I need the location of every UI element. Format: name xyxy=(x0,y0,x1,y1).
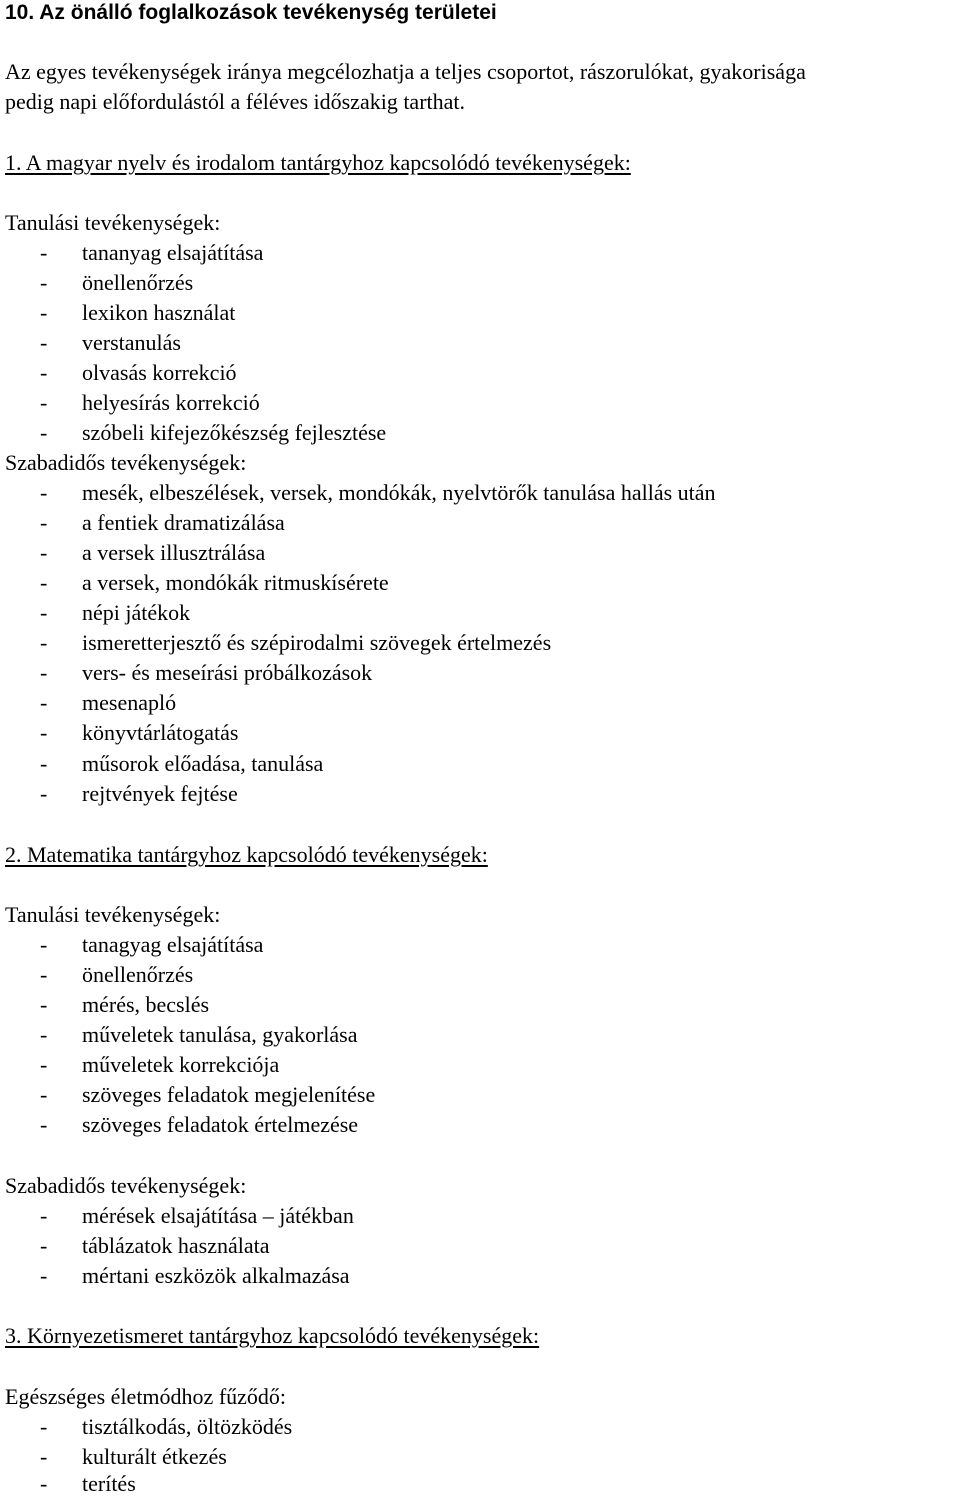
list-item-text: műsorok előadása, tanulása xyxy=(82,751,324,776)
section-1-heading: 1. A magyar nyelv és irodalom tantárgyhoz kapcsolódó tevékenységek: xyxy=(5,150,631,175)
section-3-group-1-label: Egészséges életmódhoz fűződő: xyxy=(5,1384,287,1409)
page-title: 10. Az önálló foglalkozások tevékenység területei xyxy=(5,1,497,24)
bullet-dash: - xyxy=(40,1112,48,1137)
bullet-dash: - xyxy=(40,781,48,806)
bullet-dash: - xyxy=(40,360,48,385)
list-item-text: kulturált étkezés xyxy=(82,1444,227,1469)
list-item-text: a versek illusztrálása xyxy=(82,540,266,565)
list-item-text: tanagyag elsajátítása xyxy=(82,932,264,957)
list-item-text: önellenőrzés xyxy=(82,270,194,295)
list-item-text: könyvtárlátogatás xyxy=(82,720,239,745)
list-item-text: népi játékok xyxy=(82,600,191,625)
bullet-dash: - xyxy=(40,660,48,685)
bullet-dash: - xyxy=(40,330,48,355)
bullet-dash: - xyxy=(40,1022,48,1047)
list-item-text: helyesírás korrekció xyxy=(82,390,260,415)
list-item-text: terítés xyxy=(82,1471,136,1496)
bullet-dash: - xyxy=(40,1471,48,1496)
intro-line-2: pedig napi előfordulástól a féléves időszakig tarthat. xyxy=(5,89,466,114)
bullet-dash: - xyxy=(40,390,48,415)
bullet-dash: - xyxy=(40,300,48,325)
bullet-dash: - xyxy=(40,1263,48,1288)
bullet-dash: - xyxy=(40,932,48,957)
list-item-text: ismeretterjesztő és szépirodalmi szövegek értelmezés xyxy=(82,630,552,655)
bullet-dash: - xyxy=(40,600,48,625)
list-item-text: tisztálkodás, öltözködés xyxy=(82,1414,293,1439)
bullet-dash: - xyxy=(40,540,48,565)
bullet-dash: - xyxy=(40,630,48,655)
list-item-text: vers- és meseírási próbálkozások xyxy=(82,660,373,685)
bullet-dash: - xyxy=(40,1203,48,1228)
bullet-dash: - xyxy=(40,510,48,535)
section-2-group-1-label: Tanulási tevékenységek: xyxy=(5,902,221,927)
section-2-group-2-label: Szabadidős tevékenységek: xyxy=(5,1173,247,1198)
list-item-text: táblázatok használata xyxy=(82,1233,270,1258)
bullet-dash: - xyxy=(40,480,48,505)
list-item-text: mérés, becslés xyxy=(82,992,210,1017)
list-item-text: olvasás korrekció xyxy=(82,360,237,385)
list-item-text: lexikon használat xyxy=(82,300,236,325)
list-item-text: a versek, mondókák ritmuskísérete xyxy=(82,570,389,595)
list-item-text: szöveges feladatok értelmezése xyxy=(82,1112,359,1137)
list-item-text: mérések elsajátítása – játékban xyxy=(82,1203,354,1228)
section-1-group-1-label: Tanulási tevékenységek: xyxy=(5,210,221,235)
list-item-text: műveletek tanulása, gyakorlása xyxy=(82,1022,358,1047)
list-item-text: mértani eszközök alkalmazása xyxy=(82,1263,350,1288)
list-item-text: szöveges feladatok megjelenítése xyxy=(82,1082,376,1107)
bullet-dash: - xyxy=(40,1082,48,1107)
list-item-text: verstanulás xyxy=(82,330,181,355)
bullet-dash: - xyxy=(40,1444,48,1469)
section-2-heading: 2. Matematika tantárgyhoz kapcsolódó tevékenységek: xyxy=(5,842,488,867)
bullet-dash: - xyxy=(40,1052,48,1077)
list-item-text: szóbeli kifejezőkészség fejlesztése xyxy=(82,420,387,445)
bullet-dash: - xyxy=(40,570,48,595)
bullet-dash: - xyxy=(40,992,48,1017)
bullet-dash: - xyxy=(40,751,48,776)
list-item-text: rejtvények fejtése xyxy=(82,781,238,806)
list-item-text: mesék, elbeszélések, versek, mondókák, nyelvtörők tanulása hallás után xyxy=(82,480,716,505)
list-item-text: mesenapló xyxy=(82,690,177,715)
list-item-text: tananyag elsajátítása xyxy=(82,240,264,265)
list-item-text: a fentiek dramatizálása xyxy=(82,510,285,535)
bullet-dash: - xyxy=(40,720,48,745)
bullet-dash: - xyxy=(40,1233,48,1258)
section-3-heading: 3. Környezetismeret tantárgyhoz kapcsolódó tevékenységek: xyxy=(5,1323,540,1348)
list-item-text: önellenőrzés xyxy=(82,962,194,987)
bullet-dash: - xyxy=(40,690,48,715)
bullet-dash: - xyxy=(40,240,48,265)
bullet-dash: - xyxy=(40,270,48,295)
bullet-dash: - xyxy=(40,420,48,445)
bullet-dash: - xyxy=(40,1414,48,1439)
bullet-dash: - xyxy=(40,962,48,987)
list-item-text: műveletek korrekciója xyxy=(82,1052,280,1077)
intro-line-1: Az egyes tevékenységek iránya megcélozhatja a teljes csoportot, rászorulókat, gyakorisága xyxy=(5,59,806,84)
section-1-group-2-label: Szabadidős tevékenységek: xyxy=(5,450,247,475)
